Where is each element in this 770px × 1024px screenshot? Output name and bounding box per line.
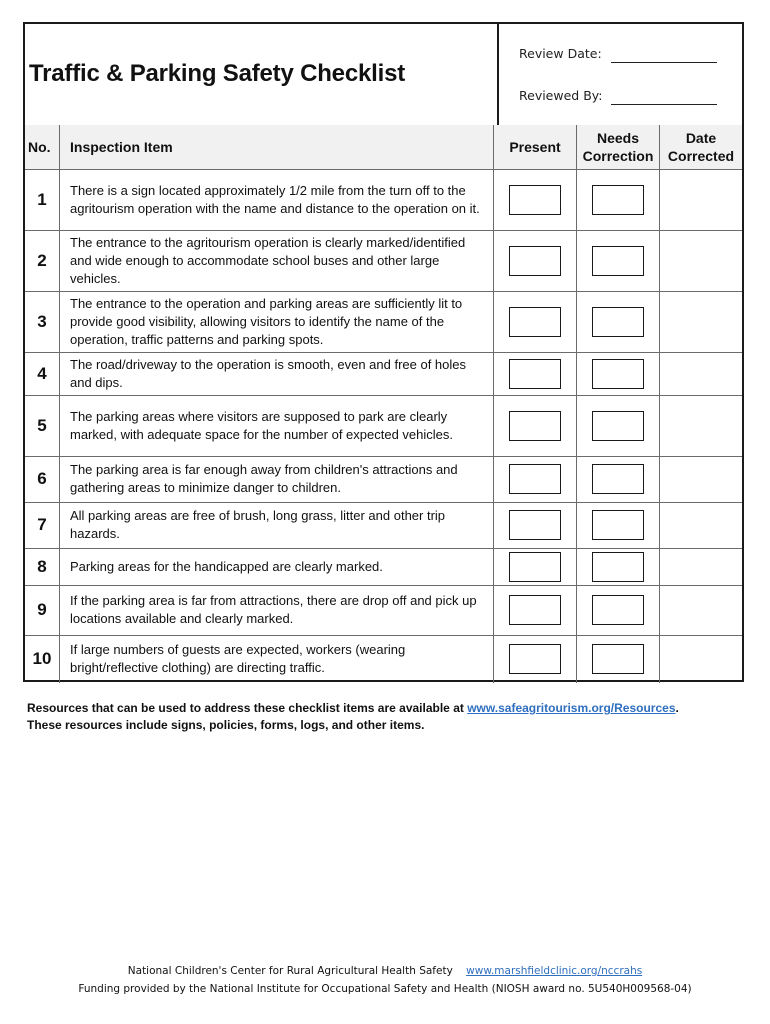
reviewed-by-field[interactable]	[611, 104, 717, 105]
present-cell	[494, 548, 577, 585]
row-number: 2	[25, 230, 60, 291]
needs-correction-cell	[577, 352, 660, 395]
needs-correction-checkbox[interactable]	[592, 359, 644, 389]
needs-correction-checkbox[interactable]	[592, 552, 644, 582]
present-checkbox[interactable]	[509, 510, 561, 540]
present-checkbox[interactable]	[509, 307, 561, 337]
row-number: 5	[25, 395, 60, 456]
table-row	[25, 548, 742, 585]
present-cell	[494, 395, 577, 456]
present-cell	[494, 585, 577, 635]
reviewed-by-label: Reviewed By:	[519, 88, 603, 103]
page-title: Traffic & Parking Safety Checklist	[29, 60, 406, 87]
table-row	[25, 635, 742, 683]
present-cell	[494, 635, 577, 683]
needs-correction-cell	[577, 456, 660, 502]
row-number: 9	[25, 585, 60, 635]
needs-correction-cell	[577, 585, 660, 635]
inspection-item: If large numbers of guests are expected, workers (wearing bright/reflective clothing) are directing traffic.	[60, 635, 494, 683]
needs-correction-checkbox[interactable]	[592, 185, 644, 215]
needs-correction-cell	[577, 502, 660, 548]
checklist-frame	[23, 22, 744, 682]
inspection-item: If the parking area is far from attractions, there are drop off and pick up locations available and clearly marked.	[60, 585, 494, 635]
col-header-needs-correction: Needs Correction	[577, 125, 660, 169]
date-corrected-cell[interactable]	[660, 548, 743, 585]
table-header-row	[25, 125, 742, 169]
title-cell	[25, 24, 499, 127]
row-number: 4	[25, 352, 60, 395]
row-number: 6	[25, 456, 60, 502]
present-cell	[494, 291, 577, 352]
col-header-present: Present	[494, 125, 577, 169]
present-checkbox[interactable]	[509, 246, 561, 276]
inspection-item: Parking areas for the handicapped are clearly marked.	[60, 548, 494, 585]
present-checkbox[interactable]	[509, 644, 561, 674]
needs-correction-cell	[577, 230, 660, 291]
needs-correction-cell	[577, 291, 660, 352]
date-corrected-cell[interactable]	[660, 456, 743, 502]
review-cell	[499, 24, 742, 127]
table-row	[25, 291, 742, 352]
row-number: 7	[25, 502, 60, 548]
table-row	[25, 456, 742, 502]
resources-suffix: .	[675, 701, 679, 715]
row-number: 1	[25, 169, 60, 230]
present-cell	[494, 456, 577, 502]
present-checkbox[interactable]	[509, 411, 561, 441]
present-checkbox[interactable]	[509, 185, 561, 215]
table-row	[25, 585, 742, 635]
col-header-date-corrected: Date Corrected	[660, 125, 743, 169]
col-header-no: No.	[25, 125, 60, 169]
date-corrected-cell[interactable]	[660, 230, 743, 291]
present-checkbox[interactable]	[509, 464, 561, 494]
row-number: 3	[25, 291, 60, 352]
needs-correction-cell	[577, 548, 660, 585]
inspection-item: All parking areas are free of brush, long grass, litter and other trip hazards.	[60, 502, 494, 548]
needs-correction-cell	[577, 395, 660, 456]
resources-link[interactable]: www.safeagritourism.org/Resources	[467, 701, 676, 715]
table-row	[25, 352, 742, 395]
date-corrected-cell[interactable]	[660, 585, 743, 635]
table-row	[25, 230, 742, 291]
inspection-item: The entrance to the operation and parking areas are sufficiently lit to provide good visibility, allowing visitors to identify the name of the operation, traffic patterns and parking spots.	[60, 291, 494, 352]
checklist-table	[25, 125, 742, 683]
needs-correction-checkbox[interactable]	[592, 595, 644, 625]
present-cell	[494, 230, 577, 291]
inspection-item: There is a sign located approximately 1/2 mile from the turn off to the agritourism operation with the name and distance to the operation on it.	[60, 169, 494, 230]
resources-prefix: Resources that can be used to address these checklist items are available at	[27, 701, 468, 715]
present-checkbox[interactable]	[509, 359, 561, 389]
table-row	[25, 395, 742, 456]
present-cell	[494, 169, 577, 230]
inspection-item: The parking areas where visitors are supposed to park are clearly marked, with adequate space for the number of expected vehicles.	[60, 395, 494, 456]
page-footer	[0, 962, 770, 998]
review-date-label: Review Date:	[519, 46, 602, 61]
date-corrected-cell[interactable]	[660, 352, 743, 395]
inspection-item: The parking area is far enough away from children's attractions and gathering areas to minimize danger to children.	[60, 456, 494, 502]
needs-correction-checkbox[interactable]	[592, 510, 644, 540]
needs-correction-checkbox[interactable]	[592, 411, 644, 441]
needs-correction-checkbox[interactable]	[592, 307, 644, 337]
date-corrected-cell[interactable]	[660, 291, 743, 352]
present-cell	[494, 352, 577, 395]
present-checkbox[interactable]	[509, 552, 561, 582]
row-number: 8	[25, 548, 60, 585]
table-row	[25, 502, 742, 548]
present-checkbox[interactable]	[509, 595, 561, 625]
needs-correction-checkbox[interactable]	[592, 246, 644, 276]
col-header-inspection-item: Inspection Item	[60, 125, 494, 169]
resources-note	[27, 700, 747, 734]
row-number: 10	[25, 635, 60, 683]
present-cell	[494, 502, 577, 548]
resources-line-1	[27, 700, 747, 717]
needs-correction-checkbox[interactable]	[592, 464, 644, 494]
inspection-item: The road/driveway to the operation is smooth, even and free of holes and dips.	[60, 352, 494, 395]
review-date-field[interactable]	[611, 62, 717, 63]
needs-correction-cell	[577, 635, 660, 683]
inspection-item: The entrance to the agritourism operation is clearly marked/identified and wide enough to accommodate school buses and other large vehicles.	[60, 230, 494, 291]
needs-correction-cell	[577, 169, 660, 230]
date-corrected-cell[interactable]	[660, 169, 743, 230]
date-corrected-cell[interactable]	[660, 502, 743, 548]
date-corrected-cell[interactable]	[660, 635, 743, 683]
footer-funding: Funding provided by the National Institute for Occupational Safety and Health (NIOSH award no. 5U540H009568-04)	[78, 983, 692, 995]
footer-org-link[interactable]: www.marshfieldclinic.org/nccrahs	[466, 965, 643, 977]
footer-line-1	[0, 962, 770, 980]
date-corrected-cell[interactable]	[660, 395, 743, 456]
needs-correction-checkbox[interactable]	[592, 644, 644, 674]
table-row	[25, 169, 742, 230]
footer-org: National Children's Center for Rural Agricultural Health Safety	[127, 965, 453, 977]
resources-line-2: These resources include signs, policies, forms, logs, and other items.	[27, 718, 425, 732]
